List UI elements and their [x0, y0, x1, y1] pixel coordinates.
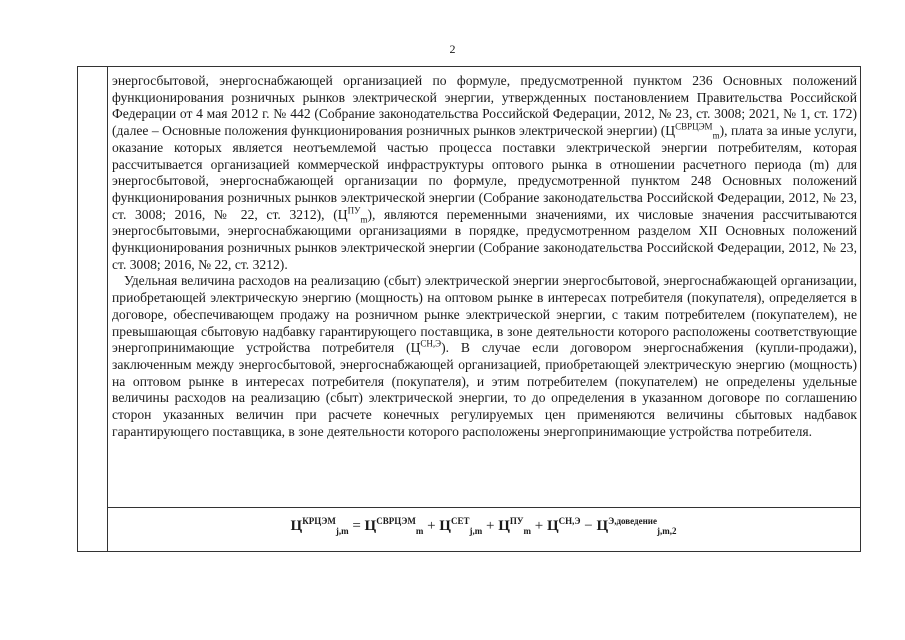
- sym-base: Ц: [290, 518, 303, 534]
- sym-sup: ПУ: [509, 516, 524, 526]
- formula-term-4: [547, 518, 581, 534]
- sym-base: Ц: [337, 206, 348, 222]
- sym-sub: j,m,2: [656, 526, 677, 536]
- p1-text-b: ), плата за иные услуги, оказание которых является неотъемлемой частью процесса поставки электрической энергии потребителям, которая рассчитывается организацией коммерческой инфраструктуры оптового рынка в отношении расчетного периода (m) для энергосбытовой, энергоснабжающей организации по формуле, предусмотренной пунктом 248 Основных положений функционирования розничных рынков электрической энергии (Собрание законодательства Российской Федерации, 2012, № 23, ст. 3008; 2016, № 22, ст. 3212), (: [112, 123, 858, 222]
- plus-sign: +: [485, 518, 495, 534]
- sym-sub: j,m: [469, 526, 483, 536]
- sym-sub: m: [523, 526, 531, 536]
- sym-sup: КРЦЭМ: [302, 516, 336, 526]
- symbol-sn-e: [411, 340, 442, 355]
- sym-sub: j,m: [335, 526, 349, 536]
- sym-base: Ц: [439, 518, 451, 534]
- formula-term-2: [439, 518, 482, 534]
- sym-sup: СЕТ: [450, 516, 470, 526]
- sym-sup: СН,Э: [558, 516, 581, 526]
- sym-sub: m: [360, 214, 368, 225]
- paragraph-2: [112, 273, 857, 440]
- formula-term-3: [498, 518, 531, 534]
- row-divider: [107, 507, 860, 508]
- symbol-pu: [337, 205, 368, 225]
- formula-term-1: [365, 518, 424, 534]
- equals-sign: =: [352, 518, 361, 534]
- sym-base: Ц: [665, 123, 676, 139]
- sym-sup: СВРЦЭМ: [376, 516, 416, 526]
- paragraph-1: [112, 73, 857, 273]
- sym-base: Ц: [546, 518, 559, 534]
- symbol-svrcem: [665, 121, 720, 141]
- table-frame: [77, 66, 861, 552]
- p1-text-a: энергосбытовой, энергоснабжающей организацией по формуле, предусмотренной пунктом 236 Основных положений функционирования розничных рынков электрической энергии, утвержденных постановлением Правительства Российской Федерации от 4 мая 2012 г. № 442 (Собрание законодательства Российской Федерации, 2012, № 23, ст. 3008; 2021, № 1, ст. 172) (далее – Основные положения функционирования розничных рынков электрической энергии) (: [112, 73, 857, 139]
- body-text: [107, 67, 860, 440]
- plus-sign: +: [534, 518, 544, 534]
- sym-sub: m: [415, 526, 424, 536]
- sym-sup: Э,доведение: [608, 516, 657, 526]
- table-content-cell: [107, 67, 860, 551]
- sym-sup: СВРЦЭМ: [675, 121, 713, 132]
- sym-base: Ц: [498, 518, 510, 534]
- sym-base: Ц: [596, 518, 609, 534]
- sym-base: Ц: [364, 518, 377, 534]
- sym-sup: ПУ: [347, 205, 361, 216]
- formula-lhs: [291, 518, 349, 534]
- formula: [107, 514, 860, 538]
- p2-text-a: Удельная величина расходов на реализацию (сбыт) электрической энергии энергосбытовой, энергоснабжающей организации, приобретающей электрическую энергию (мощность) на оптовом рынке в интересах потребителя (покупателя), определяется в договоре, обеспечивающем продажу на розничном рынке электрической энергии, с таким потребителем (покупателем), не превышающая сбытовую надбавку гарантирующего поставщика, в зоне деятельности которого расположены соответствующие энергопринимающие устройства потребителя (: [112, 273, 857, 356]
- plus-sign: +: [427, 518, 436, 534]
- p2-text-b: ). В случае если договором энергоснабжения (купли-продажи), заключенным между энергосбытовой, энергоснабжающей организацией, приобретающей электрическую энергию (мощность) на оптовом рынке в интересах потребителя (покупателя), и этим потребителем (покупателем) не определены удельные величины расходов на реализацию (сбыт) электрической энергии, то до определения в указанном договоре по соглашению сторон указанных величин при расчете конечных регулируемых цен применяются величины сбытовых надбавок гарантирующего поставщика, в зоне деятельности которого расположены энергопринимающие устройства потребителя.: [112, 340, 857, 439]
- sym-sup: СН,Э: [420, 338, 442, 349]
- table-left-column: [78, 67, 108, 551]
- p1-text-c: ), являются переменными значениями, их числовые значения рассчитываются энергосбытовыми, энергоснабжающими организациями в порядке, предусмотренном разделом XII Основных положений функционирования розничных рынков электрической энергии (Собрание законодательства Российской Федерации, 2012, № 23, ст. 3008; 2016, № 22, ст. 3212).: [112, 206, 857, 272]
- minus-sign: −: [584, 518, 593, 534]
- sym-sub: m: [712, 130, 720, 141]
- formula-term-5: [596, 518, 676, 534]
- sym-base: Ц: [410, 340, 421, 356]
- page-number: 2: [449, 42, 456, 56]
